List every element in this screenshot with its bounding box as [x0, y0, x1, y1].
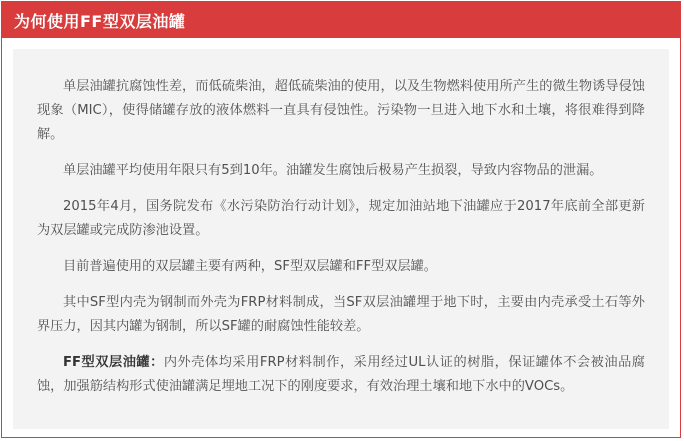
paragraph-service-life: 单层油罐平均使用年限只有5到10年。油罐发生腐蚀后极易产生损裂，导致内容物品的泄漏。: [63, 163, 603, 178]
content-panel: [13, 49, 669, 429]
paragraph-tank-types: 目前普遍使用的双层罐主要有两种，SF型双层罐和FF型双层罐。: [63, 259, 437, 274]
card-header: [2, 2, 680, 38]
paragraph-ff-tank: [37, 351, 645, 399]
info-card: [1, 1, 681, 438]
paragraph-single-tank-corrosion: 单层油罐抗腐蚀性差，而低硫柴油，超低硫柴油的使用，以及生物燃料使用所产生的微生物诱导侵蚀现象（MIC），使得储罐存放的液体燃料一直具有侵蚀性。污染物一旦进入地下水和土壤，将很难得到降解。: [37, 79, 645, 142]
paragraph-sf-tank: 其中SF型内壳为钢制而外壳为FRP材料制成，当SF双层油罐埋于地下时，主要由内壳承受土石等外界压力，因其内罐为钢制，所以SF罐的耐腐蚀性能较差。: [37, 295, 645, 334]
paragraph-regulation: 2015年4月，国务院发布《水污染防治行动计划》，规定加油站地下油罐应于2017年底前全部更新为双层罐或完成防渗池设置。: [37, 199, 645, 238]
ff-tank-description: 内外壳体均采用FRP材料制作，采用经过UL认证的树脂，保证罐体不会被油品腐蚀，加强筋结构形式使油罐满足埋地工况下的刚度要求，有效治理土壤和地下水中的VOCs。: [37, 355, 645, 394]
card-title: 为何使用FF型双层油罐: [14, 11, 186, 31]
ff-tank-label: FF型双层油罐：: [63, 355, 164, 370]
